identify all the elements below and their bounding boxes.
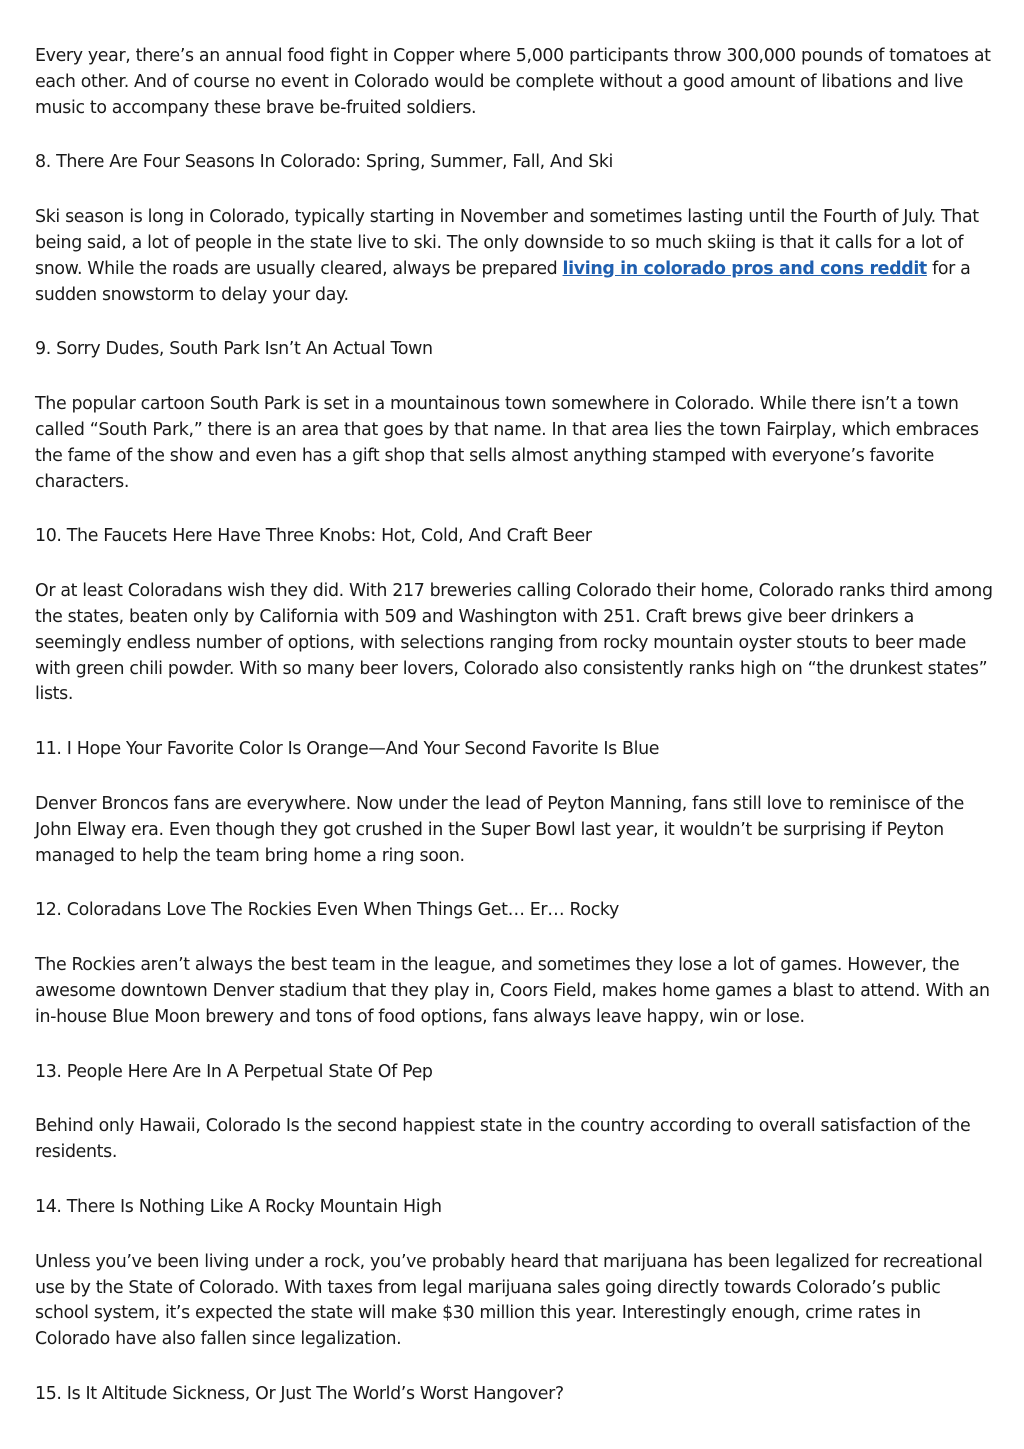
- document-page: [35, 44, 995, 1408]
- paragraph-craft-beer: Or at least Coloradans wish they did. With 217 breweries calling Colorado their home, Colorado ranks third among the states, beaten only by California with 509 and Washington with 251. Craft brews give beer drinkers a seemingly endless number of options, with selections ranging from rocky mountain oyster stouts to beer made with green chili powder. With so many beer lovers, Colorado also consistently ranks high on “the drunkest states” lists.: [35, 581, 993, 705]
- heading-10: 10. The Faucets Here Have Three Knobs: Hot, Cold, And Craft Beer: [35, 526, 592, 547]
- heading-14: 14. There Is Nothing Like A Rocky Mountain High: [35, 1196, 442, 1217]
- paragraph-south-park: The popular cartoon South Park is set in a mountainous town somewhere in Colorado. While there isn’t a town called “South Park,” there is an area that goes by that name. In that area lies the town Fairplay, which embraces the fame of the show and even has a gift shop that sells almost anything stamped with everyone’s favorite characters.: [35, 394, 979, 492]
- heading-15: 15. Is It Altitude Sickness, Or Just The World’s Worst Hangover?: [35, 1383, 564, 1404]
- spacer: [35, 176, 995, 205]
- spacer: [35, 121, 995, 150]
- paragraph-ski-season: [35, 205, 995, 308]
- heading-13: 13. People Here Are In A Perpetual State Of Pep: [35, 1061, 433, 1082]
- spacer: [35, 550, 995, 579]
- heading-8: 8. There Are Four Seasons In Colorado: Spring, Summer, Fall, And Ski: [35, 152, 614, 173]
- paragraph-rockies: The Rockies aren’t always the best team in the league, and sometimes they lose a lot of games. However, the awesome downtown Denver stadium that they play in, Coors Field, makes home games a blast to attend. With an in-house Blue Moon brewery and tons of food options, fans always leave happy, win or lose.: [35, 955, 990, 1027]
- paragraph-happiest-state: Behind only Hawaii, Colorado Is the second happiest state in the country according to overall satisfaction of the residents.: [35, 1116, 971, 1163]
- spacer: [35, 869, 995, 898]
- ski-text-after: for a sudden snowstorm to delay your day.: [35, 258, 971, 305]
- spacer: [35, 1166, 995, 1195]
- spacer: [35, 763, 995, 792]
- spacer: [35, 363, 995, 392]
- spacer: [35, 708, 995, 737]
- spacer: [35, 1085, 995, 1114]
- spacer: [35, 1221, 995, 1250]
- spacer: [35, 1031, 995, 1060]
- paragraph-broncos: Denver Broncos fans are everywhere. Now under the lead of Peyton Manning, fans still love to reminisce of the John Elway era. Even though they got crushed in the Super Bowl last year, it wouldn’t be surprising if Peyton managed to help the team bring home a ring soon.: [35, 793, 964, 866]
- spacer: [35, 1353, 995, 1382]
- heading-11: 11. I Hope Your Favorite Color Is Orange—And Your Second Favorite Is Blue: [35, 739, 660, 760]
- spacer: [35, 308, 995, 337]
- heading-12: 12. Coloradans Love The Rockies Even When Things Get… Er… Rocky: [35, 900, 619, 921]
- spacer: [35, 495, 995, 524]
- paragraph-marijuana: Unless you’ve been living under a rock, you’ve probably heard that marijuana has been legalized for recreational use by the State of Colorado. With taxes from legal marijuana sales going directly towards Colorado’s public school system, it’s expected the state will make $30 million this year. Interestingly enough, crime rates in Colorado have also fallen since legalization.: [35, 1251, 983, 1350]
- ski-text-before: Ski season is long in Colorado, typically starting in November and sometimes lasting until the Fourth of July. That being said, a lot of people in the state live to ski. The only downside to so much skiing is that it calls for a lot of snow. While the roads are usually cleared, always be prepared: [35, 207, 979, 279]
- spacer: [35, 924, 995, 953]
- reddit-pros-cons-link[interactable]: living in colorado pros and cons reddit: [562, 258, 927, 279]
- heading-9: 9. Sorry Dudes, South Park Isn’t An Actual Town: [35, 339, 433, 360]
- paragraph-tomato-fight: Every year, there’s an annual food fight in Copper where 5,000 participants throw 300,000 pounds of tomatoes at each other. And of course no event in Colorado would be complete without a good amount of libations and live music to accompany these brave be-fruited soldiers.: [35, 46, 991, 118]
